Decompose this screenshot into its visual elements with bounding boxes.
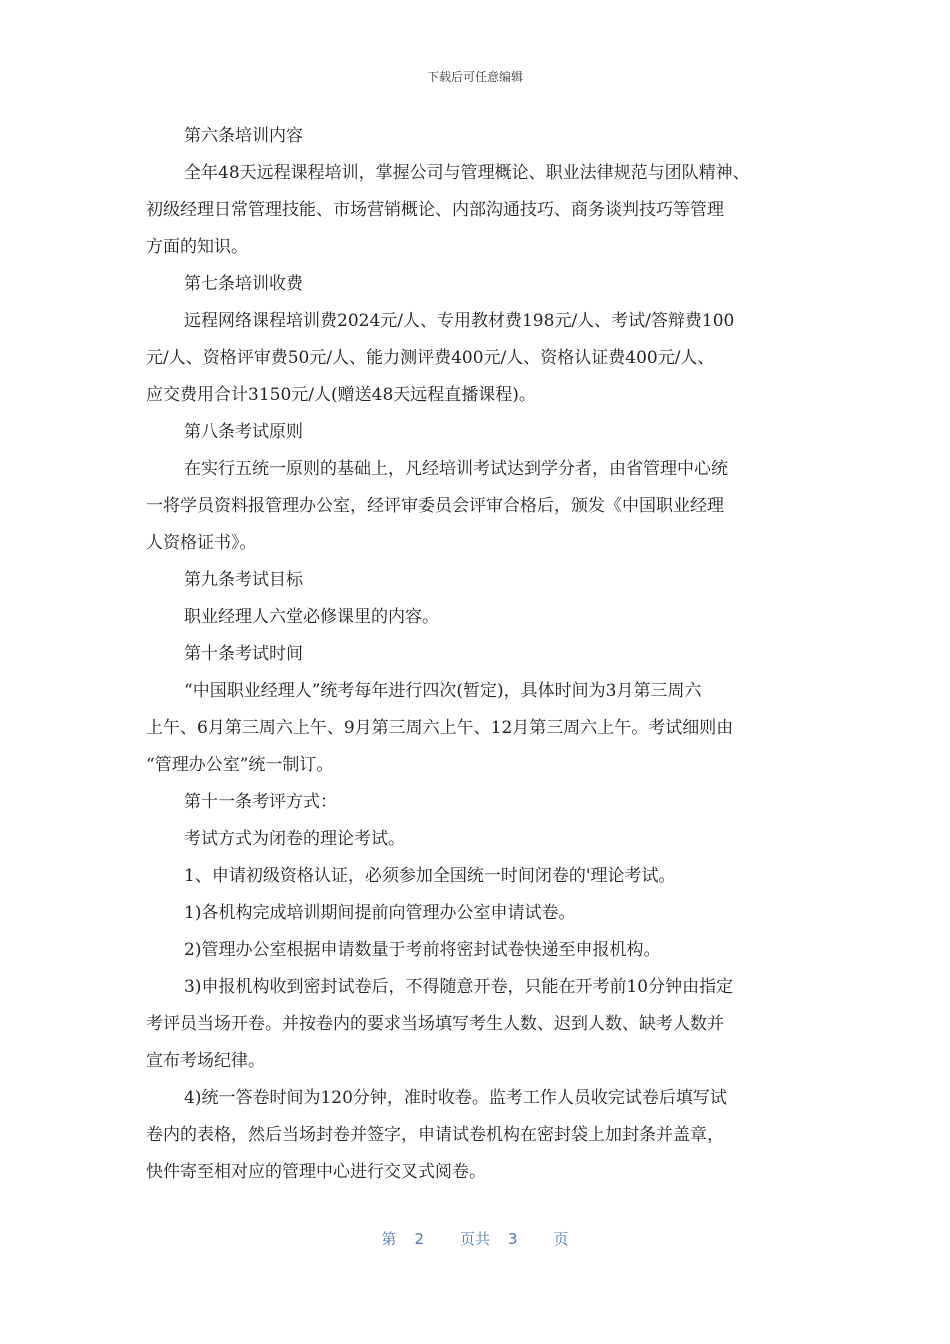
text-line: 第八条考试原则: [184, 422, 303, 442]
text-line: 应交费用合计3150元/人(赠送48天远程直播课程)。: [146, 385, 536, 405]
text-line: 在实行五统一原则的基础上，凡经培训考试达到学分者，由省管理中心统: [184, 459, 728, 479]
text-line: 上午、6月第三周六上午、9月第三周六上午、12月第三周六上午。考试细则由: [146, 718, 734, 738]
footer-prefix: 第: [381, 1230, 397, 1248]
footer-current-page: 2: [414, 1230, 424, 1248]
text-line: 1、申请初级资格认证，必须参加全国统一时间闭卷的'理论考试。: [184, 866, 676, 886]
text-line: 第十条考试时间: [184, 644, 303, 664]
text-line: “管理办公室”统一制订。: [146, 755, 334, 775]
document-body: [146, 118, 811, 1191]
text-line: 考试方式为闭卷的理论考试。: [184, 829, 405, 849]
text-line: 第十一条考评方式：: [184, 792, 337, 812]
text-line: 1)各机构完成培训期间提前向管理办公室申请试卷。: [184, 903, 576, 923]
text-line: 考评员当场开卷。并按卷内的要求当场填写考生人数、迟到人数、缺考人数并: [146, 1014, 724, 1034]
text-line: 全年48天远程课程培训，掌握公司与管理概论、职业法律规范与团队精神、: [184, 163, 750, 183]
text-line: 2)管理办公室根据申请数量于考前将密封试卷快递至申报机构。: [184, 940, 661, 960]
text-line: 一将学员资料报管理办公室，经评审委员会评审合格后，颁发《中国职业经理: [146, 496, 724, 516]
text-line: 远程网络课程培训费2024元/人、专用教材费198元/人、考试/答辩费100: [184, 311, 735, 331]
text-line: 方面的知识。: [146, 237, 248, 257]
text-line: 卷内的表格，然后当场封卷并签字，申请试卷机构在密封袋上加封条并盖章，: [146, 1125, 724, 1145]
text-line: 宣布考场纪律。: [146, 1051, 265, 1071]
text-line: 3)申报机构收到密封试卷后，不得随意开卷，只能在开考前10分钟由指定: [184, 977, 734, 997]
text-line: 第七条培训收费: [184, 274, 303, 294]
text-line: “中国职业经理人”统考每年进行四次(暂定)，具体时间为3月第三周六: [184, 681, 702, 701]
text-line: 初级经理日常管理技能、市场营销概论、内部沟通技巧、商务谈判技巧等管理: [146, 200, 724, 220]
text-line: 4)统一答卷时间为120分钟，准时收卷。监考工作人员收完试卷后填写试: [184, 1088, 727, 1108]
footer-total-pages: 3: [508, 1230, 518, 1248]
footer-suffix: 页: [553, 1230, 569, 1248]
text-line: 元/人、资格评审费50元/人、能力测评费400元/人、资格认证费400元/人、: [146, 348, 715, 368]
page-footer: [0, 1228, 950, 1249]
text-line: 快件寄至相对应的管理中心进行交叉式阅卷。: [146, 1162, 486, 1182]
text-line: 第九条考试目标: [184, 570, 303, 590]
text-line: 职业经理人六堂必修课里的内容。: [184, 607, 439, 627]
footer-middle: 页共: [459, 1230, 490, 1248]
page-header: 下载后可任意编辑: [426, 70, 523, 84]
text-line: 人资格证书》。: [146, 533, 257, 553]
text-line: 第六条培训内容: [184, 126, 303, 146]
